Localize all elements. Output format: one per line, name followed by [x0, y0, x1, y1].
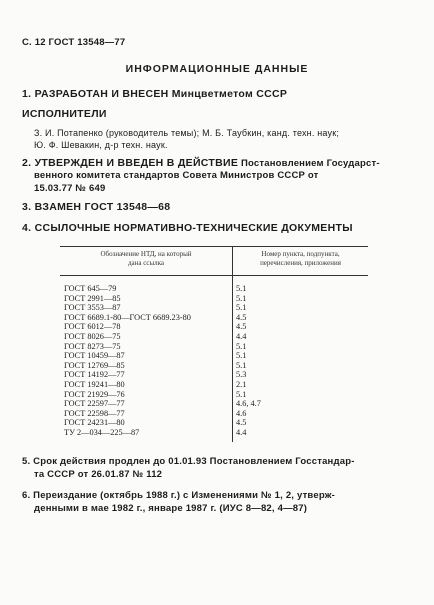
section-2-heading: 2. УТВЕРЖДЕН И ВВЕДЕН В ДЕЙСТВИЕ	[22, 157, 239, 169]
table-row-ref: 4.5	[236, 312, 247, 322]
table-column-divider	[232, 246, 233, 442]
table-row-ref: 4.4	[236, 332, 247, 341]
section-2-rest: Постановлением Государст-	[238, 158, 380, 169]
table-row-doc: ГОСТ 10459—87	[64, 351, 125, 361]
section-6-line-2: денными в мае 1982 г., январе 1987 г. (ИУС 8—82, 4—87)	[34, 503, 308, 514]
page-title: ИНФОРМАЦИОННЫЕ ДАННЫЕ	[125, 63, 309, 75]
table-row-ref: 5.1	[236, 303, 247, 313]
table-row-doc: ГОСТ 8273—75	[64, 341, 121, 351]
section-5-line-1: 5. Срок действия продлен до 01.01.93 Постановлением Госстандар-	[22, 456, 355, 467]
section-2-line-3: 15.03.77 № 649	[34, 183, 106, 194]
table-row-doc: ГОСТ 14192—77	[64, 370, 125, 380]
column-header-doc-line1: Обозначение НТД, на который	[100, 250, 192, 258]
table-row-doc: ГОСТ 24231—80	[64, 418, 125, 428]
section-2-line-1	[22, 157, 380, 169]
table-row-doc: ГОСТ 6689.1-80—ГОСТ 6689.23-80	[64, 312, 191, 322]
table-row-ref: 4.4	[236, 428, 247, 437]
table-row-ref: 4.5	[236, 322, 247, 332]
section-3: 3. ВЗАМЕН ГОСТ 13548—68	[22, 201, 171, 213]
table-row-ref: 4.6	[236, 408, 247, 418]
table-row-ref: 5.3	[236, 370, 247, 380]
section-5-line-2: та СССР от 26.01.87 № 112	[34, 469, 163, 480]
table-row-doc: ГОСТ 22597—77	[64, 399, 125, 409]
table-row-doc: ГОСТ 12769—85	[64, 360, 125, 370]
section-1	[22, 88, 287, 100]
table-row-ref: 5.1	[236, 341, 247, 351]
column-header-doc-line2: дана ссылка	[127, 258, 165, 267]
section-4: 4. ССЫЛОЧНЫЕ НОРМАТИВНО-ТЕХНИЧЕСКИЕ ДОКУМЕНТЫ	[22, 222, 353, 234]
table-row-ref: 5.1	[236, 293, 247, 303]
table-row-doc: ГОСТ 22598—77	[64, 408, 125, 418]
table-row-doc: ТУ 2—034—225—87	[64, 428, 140, 437]
executors-line-2: Ю. Ф. Шевакин, д-р техн. наук.	[34, 140, 168, 150]
section-2-line-2: венного комитета стандартов Совета Министров СССР от	[34, 170, 319, 181]
table-row-ref: 4.6, 4.7	[236, 399, 261, 409]
table-row-ref: 2.1	[236, 380, 247, 389]
column-header-ref	[233, 250, 368, 267]
table-row-ref: 5.1	[236, 389, 247, 399]
page-header: С. 12 ГОСТ 13548—77	[22, 37, 126, 48]
table-row-ref: 4.5	[236, 418, 247, 428]
references-table	[60, 246, 368, 442]
table-row-ref: 5.1	[236, 360, 247, 370]
table-row-doc: ГОСТ 21929—76	[64, 389, 125, 399]
section-6-line-1: 6. Переиздание (октябрь 1988 г.) с Изменениями № 1, 2, утверж-	[22, 490, 336, 501]
table-row-doc: ГОСТ 2991—85	[64, 293, 121, 303]
executors-heading: ИСПОЛНИТЕЛИ	[22, 108, 107, 120]
table-row-ref: 5.1	[236, 351, 247, 361]
column-header-ref-line1: Номер пункта, подпункта,	[261, 250, 340, 258]
section-1-heading: 1.	[22, 88, 32, 100]
column-header-ref-line2: перечисления, приложения	[260, 258, 341, 267]
table-row-doc: ГОСТ 645—79	[64, 284, 117, 293]
executors-line-1: З. И. Потапенко (руководитель темы); М. Б. Таубкин, канд. техн. наук;	[34, 128, 340, 138]
column-header-doc	[60, 250, 232, 267]
table-row-doc: ГОСТ 3553—87	[64, 303, 121, 313]
table-row-doc: ГОСТ 8026—75	[64, 332, 121, 341]
section-1-heading-text: РАЗРАБОТАН И ВНЕСЕН	[34, 88, 169, 100]
table-row-doc: ГОСТ 6012—78	[64, 322, 121, 332]
table-row-doc: ГОСТ 19241—80	[64, 380, 125, 389]
table-row-ref: 5.1	[236, 284, 247, 293]
section-1-rest: Минцветметом СССР	[168, 88, 288, 100]
